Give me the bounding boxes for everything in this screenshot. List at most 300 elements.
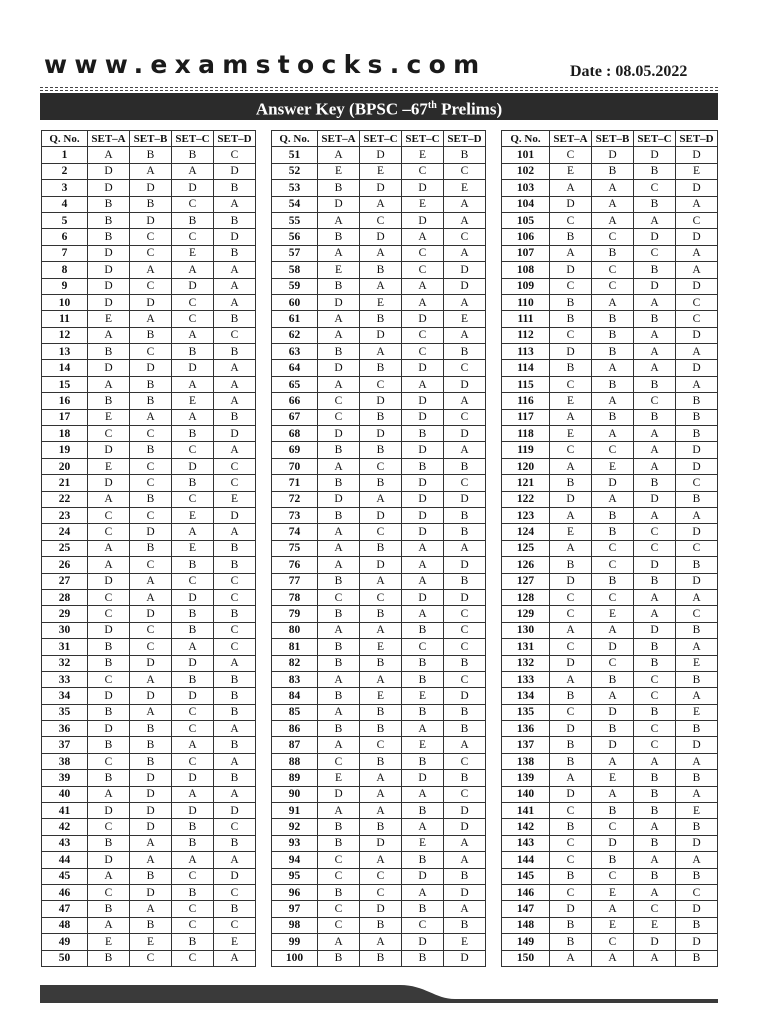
question-number: 125: [502, 540, 550, 556]
answer-cell: C: [214, 639, 256, 655]
question-number: 146: [502, 884, 550, 900]
answer-cell: D: [550, 344, 592, 360]
answer-cell: E: [444, 311, 486, 327]
answer-cell: A: [550, 671, 592, 687]
answer-cell: A: [318, 934, 360, 950]
table-row: [502, 393, 718, 409]
answer-cell: B: [130, 327, 172, 343]
answer-cell: A: [444, 327, 486, 343]
question-number: 75: [272, 540, 318, 556]
question-number: 131: [502, 639, 550, 655]
answer-cell: A: [402, 884, 444, 900]
question-number: 144: [502, 852, 550, 868]
answer-cell: A: [172, 262, 214, 278]
answer-cell: A: [402, 819, 444, 835]
answer-cell: A: [444, 540, 486, 556]
answer-cell: A: [444, 901, 486, 917]
question-number: 48: [42, 917, 88, 933]
answer-cell: C: [130, 639, 172, 655]
question-number: 84: [272, 688, 318, 704]
answer-cell: B: [318, 655, 360, 671]
question-number: 49: [42, 934, 88, 950]
answer-cell: C: [88, 524, 130, 540]
table-row: [42, 360, 256, 376]
answer-cell: A: [360, 770, 402, 786]
answer-cell: D: [130, 786, 172, 802]
question-number: 14: [42, 360, 88, 376]
answer-cell: C: [360, 884, 402, 900]
answer-cell: C: [130, 245, 172, 261]
answer-cell: A: [402, 573, 444, 589]
answer-cell: B: [402, 426, 444, 442]
table-row: [502, 524, 718, 540]
answer-cell: E: [402, 196, 444, 212]
answer-cell: C: [676, 475, 718, 491]
table-row: [272, 786, 486, 802]
answer-cell: B: [550, 917, 592, 933]
answer-cell: A: [402, 540, 444, 556]
answer-cell: D: [444, 688, 486, 704]
answer-cell: B: [88, 655, 130, 671]
answer-cell: A: [592, 901, 634, 917]
table-row: [42, 655, 256, 671]
answer-cell: D: [592, 737, 634, 753]
answer-cell: C: [444, 671, 486, 687]
answer-cell: B: [444, 704, 486, 720]
table-row: [502, 442, 718, 458]
answer-cell: D: [592, 639, 634, 655]
answer-cell: A: [634, 294, 676, 310]
answer-cell: C: [360, 524, 402, 540]
answer-cell: C: [130, 622, 172, 638]
answer-cell: A: [634, 212, 676, 228]
question-number: 102: [502, 163, 550, 179]
table-row: [272, 819, 486, 835]
table-row: [502, 196, 718, 212]
dashed-divider-bottom: [40, 90, 718, 91]
answer-cell: C: [676, 540, 718, 556]
answer-cell: B: [130, 540, 172, 556]
table-row: [272, 376, 486, 392]
table-row: [502, 475, 718, 491]
table-row: [502, 786, 718, 802]
answer-cell: A: [592, 786, 634, 802]
answer-cell: A: [172, 327, 214, 343]
table-row: [272, 835, 486, 851]
table-row: [272, 393, 486, 409]
answer-cell: D: [360, 901, 402, 917]
answer-cell: D: [130, 180, 172, 196]
question-number: 116: [502, 393, 550, 409]
question-number: 18: [42, 426, 88, 442]
question-number: 94: [272, 852, 318, 868]
answer-cell: B: [214, 180, 256, 196]
answer-cell: B: [130, 442, 172, 458]
answer-cell: A: [592, 180, 634, 196]
question-number: 78: [272, 589, 318, 605]
answer-cell: A: [318, 458, 360, 474]
answer-cell: D: [172, 803, 214, 819]
answer-cell: C: [634, 688, 676, 704]
question-number: 149: [502, 934, 550, 950]
answer-cell: D: [360, 229, 402, 245]
table-row: [502, 917, 718, 933]
answer-cell: A: [592, 753, 634, 769]
question-number: 60: [272, 294, 318, 310]
answer-cell: D: [130, 688, 172, 704]
question-number: 35: [42, 704, 88, 720]
table-row: [42, 557, 256, 573]
answer-cell: B: [550, 934, 592, 950]
table-row: [502, 721, 718, 737]
answer-cell: B: [444, 770, 486, 786]
answer-cell: B: [550, 868, 592, 884]
table-row: [272, 704, 486, 720]
answer-cell: A: [214, 721, 256, 737]
answer-cell: A: [214, 524, 256, 540]
answer-cell: C: [550, 704, 592, 720]
answer-cell: C: [550, 803, 592, 819]
answer-cell: B: [676, 409, 718, 425]
answer-cell: B: [172, 475, 214, 491]
answer-cell: E: [592, 606, 634, 622]
table-row: [272, 753, 486, 769]
question-number: 28: [42, 589, 88, 605]
table-row: [42, 573, 256, 589]
answer-cell: D: [88, 475, 130, 491]
table-row: [272, 426, 486, 442]
answer-cell: C: [550, 639, 592, 655]
answer-cell: D: [130, 212, 172, 228]
question-number: 83: [272, 671, 318, 687]
question-number: 104: [502, 196, 550, 212]
question-number: 6: [42, 229, 88, 245]
answer-cell: B: [130, 196, 172, 212]
column-header-set: SET–A: [318, 131, 360, 147]
answer-cell: C: [592, 655, 634, 671]
answer-cell: B: [88, 737, 130, 753]
answer-cell: B: [360, 606, 402, 622]
answer-cell: B: [634, 704, 676, 720]
answer-cell: A: [130, 163, 172, 179]
answer-cell: B: [214, 704, 256, 720]
answer-cell: C: [130, 557, 172, 573]
answer-cell: B: [318, 442, 360, 458]
answer-cell: A: [676, 376, 718, 392]
answer-cell: C: [172, 868, 214, 884]
answer-cell: D: [88, 180, 130, 196]
answer-cell: A: [360, 278, 402, 294]
table-row: [502, 557, 718, 573]
answer-cell: B: [550, 311, 592, 327]
answer-cell: C: [634, 901, 676, 917]
question-number: 24: [42, 524, 88, 540]
answer-cell: D: [172, 278, 214, 294]
answer-cell: C: [402, 344, 444, 360]
answer-cell: B: [592, 803, 634, 819]
answer-cell: A: [444, 393, 486, 409]
table-row: [42, 163, 256, 179]
question-number: 76: [272, 557, 318, 573]
question-number: 38: [42, 753, 88, 769]
answer-cell: C: [360, 458, 402, 474]
answer-cell: C: [634, 721, 676, 737]
answer-cell: D: [444, 426, 486, 442]
question-number: 1: [42, 147, 88, 163]
answer-cell: D: [318, 360, 360, 376]
answer-cell: D: [550, 721, 592, 737]
answer-cell: E: [592, 917, 634, 933]
answer-cell: A: [318, 311, 360, 327]
answer-cell: D: [444, 803, 486, 819]
answer-cell: C: [676, 884, 718, 900]
answer-cell: A: [88, 786, 130, 802]
answer-cell: B: [214, 606, 256, 622]
question-number: 81: [272, 639, 318, 655]
question-number: 105: [502, 212, 550, 228]
answer-cell: C: [88, 884, 130, 900]
table-row: [502, 229, 718, 245]
answer-cell: C: [130, 278, 172, 294]
answer-cell: D: [88, 278, 130, 294]
answer-cell: A: [676, 852, 718, 868]
answer-cell: C: [214, 589, 256, 605]
answer-cell: C: [172, 573, 214, 589]
answer-cell: B: [214, 212, 256, 228]
answer-cell: C: [676, 212, 718, 228]
answer-cell: D: [676, 278, 718, 294]
question-number: 43: [42, 835, 88, 851]
answer-cell: D: [444, 819, 486, 835]
answer-cell: D: [676, 327, 718, 343]
answer-cell: A: [402, 229, 444, 245]
answer-cell: D: [444, 589, 486, 605]
question-number: 98: [272, 917, 318, 933]
table-row: [502, 311, 718, 327]
question-number: 12: [42, 327, 88, 343]
answer-cell: B: [360, 409, 402, 425]
question-number: 121: [502, 475, 550, 491]
answer-cell: A: [172, 786, 214, 802]
answer-cell: B: [592, 573, 634, 589]
question-number: 119: [502, 442, 550, 458]
table-row: [272, 917, 486, 933]
answer-cell: B: [592, 344, 634, 360]
answer-cell: B: [214, 409, 256, 425]
question-number: 141: [502, 803, 550, 819]
table-row: [272, 655, 486, 671]
answer-cell: C: [592, 819, 634, 835]
question-number: 124: [502, 524, 550, 540]
table-row: [42, 442, 256, 458]
answer-cell: E: [444, 180, 486, 196]
answer-cell: E: [360, 294, 402, 310]
answer-cell: A: [318, 803, 360, 819]
question-number: 122: [502, 491, 550, 507]
answer-cell: D: [550, 573, 592, 589]
question-number: 91: [272, 803, 318, 819]
question-number: 8: [42, 262, 88, 278]
answer-cell: B: [360, 475, 402, 491]
answer-cell: E: [550, 426, 592, 442]
answer-cell: E: [318, 262, 360, 278]
answer-cell: D: [130, 294, 172, 310]
answer-cell: D: [444, 884, 486, 900]
column-header-qno: Q. No.: [502, 131, 550, 147]
table-row: [272, 147, 486, 163]
table-row: [42, 294, 256, 310]
answer-cell: A: [592, 393, 634, 409]
question-number: 117: [502, 409, 550, 425]
table-row: [272, 229, 486, 245]
table-row: [42, 671, 256, 687]
answer-cell: B: [592, 376, 634, 392]
question-number: 46: [42, 884, 88, 900]
answer-cell: C: [402, 327, 444, 343]
answer-cell: B: [550, 819, 592, 835]
question-number: 19: [42, 442, 88, 458]
table-row: [502, 180, 718, 196]
table-row: [502, 868, 718, 884]
answer-cell: D: [214, 163, 256, 179]
table-row: [272, 196, 486, 212]
question-number: 79: [272, 606, 318, 622]
answer-cell: E: [172, 507, 214, 523]
answer-cell: B: [360, 442, 402, 458]
table-row: [272, 557, 486, 573]
question-number: 135: [502, 704, 550, 720]
exam-date: Date : 08.05.2022: [570, 63, 688, 80]
answer-cell: C: [592, 540, 634, 556]
table-row: [42, 753, 256, 769]
answer-cell: D: [444, 557, 486, 573]
table-header: [502, 131, 718, 147]
answer-cell: B: [318, 835, 360, 851]
answer-cell: D: [676, 573, 718, 589]
table-row: [272, 770, 486, 786]
answer-cell: A: [214, 294, 256, 310]
answer-cell: B: [592, 311, 634, 327]
answer-cell: B: [550, 475, 592, 491]
answer-cell: D: [214, 426, 256, 442]
question-number: 52: [272, 163, 318, 179]
answer-cell: D: [444, 278, 486, 294]
answer-cell: D: [318, 426, 360, 442]
answer-cell: E: [676, 704, 718, 720]
answer-cell: B: [634, 409, 676, 425]
answer-cell: E: [360, 163, 402, 179]
answer-cell: C: [172, 917, 214, 933]
question-number: 101: [502, 147, 550, 163]
question-number: 70: [272, 458, 318, 474]
answer-cell: B: [634, 786, 676, 802]
answer-cell: E: [550, 163, 592, 179]
table-row: [272, 884, 486, 900]
answer-cell: B: [444, 147, 486, 163]
question-number: 7: [42, 245, 88, 261]
answer-cell: D: [634, 229, 676, 245]
answer-cell: B: [360, 540, 402, 556]
answer-cell: D: [88, 803, 130, 819]
answer-cell: A: [634, 819, 676, 835]
answer-cell: B: [592, 163, 634, 179]
answer-cell: C: [360, 737, 402, 753]
answer-cell: E: [130, 934, 172, 950]
question-number: 62: [272, 327, 318, 343]
table-row: [42, 262, 256, 278]
answer-cell: D: [172, 688, 214, 704]
table-row: [502, 147, 718, 163]
answer-cell: B: [550, 360, 592, 376]
answer-cell: C: [88, 589, 130, 605]
answer-cell: B: [172, 884, 214, 900]
table-row: [502, 753, 718, 769]
table-row: [272, 803, 486, 819]
answer-cell: E: [360, 688, 402, 704]
answer-cell: B: [360, 721, 402, 737]
answer-cell: B: [360, 753, 402, 769]
table-row: [502, 606, 718, 622]
table-row: [42, 803, 256, 819]
answer-cell: C: [172, 704, 214, 720]
answer-cell: D: [88, 573, 130, 589]
answer-cell: B: [88, 835, 130, 851]
answer-cell: C: [444, 622, 486, 638]
answer-cell: A: [550, 458, 592, 474]
answer-cell: B: [592, 409, 634, 425]
answer-table-3: [501, 130, 718, 967]
table-row: [502, 245, 718, 261]
table-row: [272, 573, 486, 589]
answer-cell: B: [592, 721, 634, 737]
answer-cell: A: [634, 589, 676, 605]
answer-cell: D: [402, 311, 444, 327]
answer-cell: D: [676, 180, 718, 196]
question-number: 109: [502, 278, 550, 294]
question-number: 93: [272, 835, 318, 851]
table-row: [272, 262, 486, 278]
question-number: 57: [272, 245, 318, 261]
answer-cell: E: [402, 147, 444, 163]
answer-cell: A: [592, 491, 634, 507]
question-number: 45: [42, 868, 88, 884]
answer-cell: B: [402, 950, 444, 966]
answer-cell: A: [676, 639, 718, 655]
table-row: [502, 803, 718, 819]
answer-cell: D: [592, 147, 634, 163]
question-number: 108: [502, 262, 550, 278]
answer-cell: A: [634, 426, 676, 442]
answer-cell: C: [550, 147, 592, 163]
answer-cell: B: [318, 344, 360, 360]
answer-cell: E: [88, 934, 130, 950]
answer-cell: C: [360, 868, 402, 884]
answer-cell: D: [402, 393, 444, 409]
answer-cell: A: [402, 278, 444, 294]
answer-cell: D: [214, 868, 256, 884]
answer-cell: A: [318, 212, 360, 228]
table-row: [42, 147, 256, 163]
question-number: 55: [272, 212, 318, 228]
answer-cell: A: [634, 507, 676, 523]
answer-cell: A: [402, 786, 444, 802]
answer-cell: C: [550, 278, 592, 294]
answer-cell: C: [550, 212, 592, 228]
question-number: 61: [272, 311, 318, 327]
answer-cell: B: [444, 721, 486, 737]
answer-cell: A: [360, 196, 402, 212]
column-header-set: SET–A: [88, 131, 130, 147]
